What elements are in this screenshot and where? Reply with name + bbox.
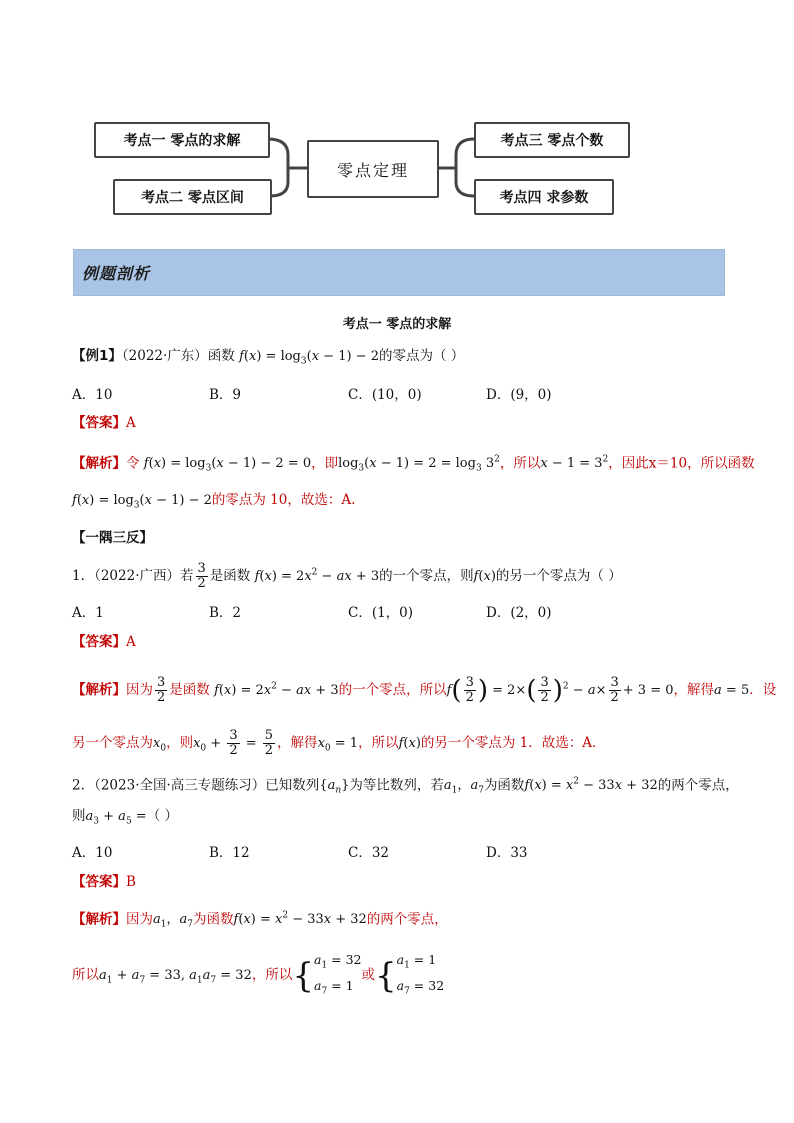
connector-right-bottom: [456, 168, 474, 196]
q2-option-c: C．32: [348, 845, 390, 861]
ex1-analysis-line2: $f(x) = \log_3(x - 1) - 2$的零点为 10，故选：A.: [72, 492, 356, 511]
q2-option-d: D．33: [486, 845, 528, 861]
section-title: 考点一 零点的求解: [342, 317, 452, 332]
q1-option-a: A．1: [72, 605, 104, 621]
q1-option-c: C．(1，0): [348, 605, 414, 621]
ex1-analysis-line1: 【解析】令 $f(x) = \log_3(x - 1) - 2 = 0$，即$\log_3(x - 1) = 2 = \log_3 3^2$，所以$x - 1 = 3^2$，因此x＝10，所以函数: [72, 455, 755, 474]
mindmap-center-node: 零点定理: [307, 140, 439, 198]
q1-analysis-line1: 【解析】因为 $\frac{3}{2}$ 是函数 $f(x) = 2x^2$ − ax + 3的一个零点，所以f( $\frac{3}{2}$ ) = 2×( $\frac{3}{2}$ )$^2$ − a× $\frac{3}{2}$ + 3 = 0，解得a = 5．设: [72, 675, 777, 706]
q2-question-line2: 则$a_3 + a_5$ =（ ）: [72, 808, 178, 827]
connector-right-top: [437, 139, 474, 168]
ex1-question: 【例1】（2022·广东）函数 $f(x) = \log_3(x - 1) - 2$的零点为（ ）: [72, 348, 465, 367]
section-banner: 例题剖析: [73, 249, 725, 296]
q2-option-a: A．10: [72, 845, 113, 861]
ex1-option-a: A．10: [72, 387, 113, 403]
mindmap-node-right-2: 考点四 求参数: [474, 179, 614, 215]
q2-analysis-line1: 【解析】因为$a_1$，$a_7$为函数$f(x) = x^2 - 33x + 32$的两个零点，: [72, 911, 448, 930]
q2-option-b: B．12: [209, 845, 250, 861]
q2-answer: 【答案】B: [72, 874, 136, 890]
ex1-option-d: D．(9，0): [486, 387, 552, 403]
ex1-option-b: B．9: [209, 387, 242, 403]
mindmap-node-left-1: 考点一 零点的求解: [94, 122, 270, 158]
connector-left-bottom: [270, 168, 288, 196]
q2-analysis-line2: 所以$a_1 + a_7 = 33$, $a_1a_7 = 32$，所以{$a_1 = 32$ $a_7 = 1$或{$a_1 = 1$ $a_7 = 32$: [72, 952, 445, 996]
connector-left-top: [268, 139, 307, 168]
q1-option-b: B．2: [209, 605, 242, 621]
q1-answer: 【答案】A: [72, 634, 136, 650]
ex1-option-c: C．(10，0): [348, 387, 422, 403]
q1-question: 1．（2022·广西）若 $\frac{3}{2}$ 是函数 $f(x) = 2x^2$ − ax + 3的一个零点，则f(x)的另一个零点为（ ）: [72, 561, 622, 591]
yiju-heading: 【一隅三反】: [72, 530, 153, 546]
mindmap-node-right-1: 考点三 零点个数: [474, 122, 630, 158]
ex1-answer: 【答案】A: [72, 415, 136, 431]
q1-option-d: D．(2，0): [486, 605, 552, 621]
q1-analysis-line2: 另一个零点为$x_0$，则$x_0$ + $\frac{3}{2}$ = $\frac{5}{2}$ ，解得$x_0 = 1$，所以f(x)的另一个零点为 1．故选：A．: [72, 728, 606, 758]
q2-question-line1: 2．（2023·全国·高三专题练习）已知数列$\{a_n\}$为等比数列，若$a_1$，$a_7$为函数$f(x) = x^2 - 33x + 32$的两个零点，: [72, 777, 739, 796]
mindmap-node-left-2: 考点二 零点区间: [113, 179, 272, 215]
